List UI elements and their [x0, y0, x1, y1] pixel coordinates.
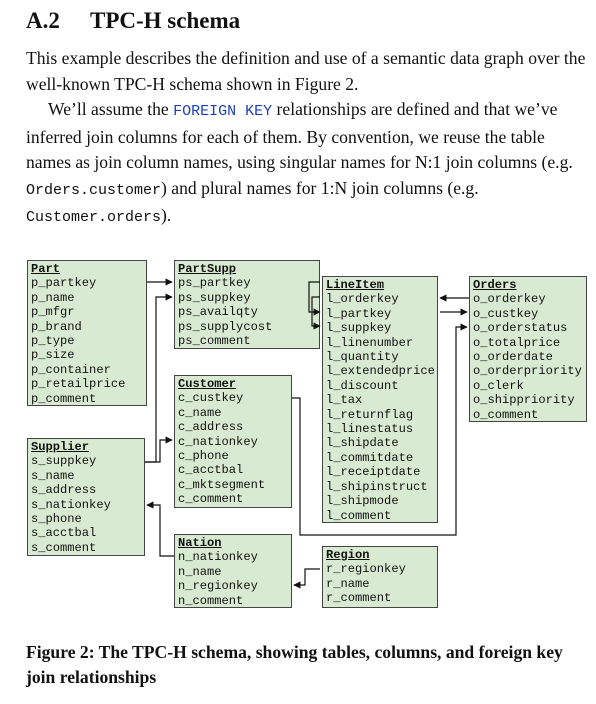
- column-orders-4: o_orderdate: [473, 350, 553, 365]
- table-name-customer: Customer: [178, 377, 237, 391]
- section-title: TPC-H schema: [90, 8, 241, 33]
- paragraph-2-text-1: We’ll assume the: [48, 99, 174, 119]
- column-supplier-1: s_name: [31, 468, 75, 483]
- column-part-7: p_retailprice: [31, 377, 126, 392]
- column-supplier-2: s_address: [31, 483, 97, 498]
- column-lineitem-11: l_commitdate: [326, 450, 414, 465]
- link-customer-orders: [292, 327, 467, 535]
- paragraph-1: This example describes the definition and use of a semantic data graph over the well-known TPC-H schema shown in Figure 2.: [26, 48, 586, 94]
- column-orders-1: o_custkey: [473, 306, 539, 321]
- column-customer-4: c_phone: [178, 449, 229, 464]
- column-part-4: p_type: [31, 334, 75, 349]
- column-lineitem-13: l_shipinstruct: [326, 479, 428, 494]
- column-customer-2: c_address: [178, 420, 244, 435]
- column-lineitem-5: l_extendedprice: [326, 364, 435, 379]
- column-part-6: p_container: [31, 362, 111, 377]
- table-name-part: Part: [31, 262, 61, 276]
- link-supplier-partsupp: [145, 297, 172, 462]
- column-lineitem-4: l_quantity: [326, 350, 399, 365]
- column-customer-7: c_comment: [178, 492, 244, 507]
- column-customer-1: c_name: [178, 405, 222, 420]
- column-nation-0: n_nationkey: [178, 550, 258, 565]
- column-lineitem-0: l_orderkey: [326, 292, 399, 307]
- column-orders-6: o_clerk: [473, 378, 524, 393]
- section-number: A.2: [26, 8, 60, 33]
- column-lineitem-2: l_suppkey: [326, 321, 392, 336]
- column-part-3: p_brand: [31, 319, 82, 334]
- column-partsupp-2: ps_availqty: [178, 305, 258, 320]
- column-supplier-3: s_nationkey: [31, 497, 111, 512]
- column-lineitem-6: l_discount: [326, 378, 399, 393]
- column-orders-7: o_shippriority: [473, 393, 575, 408]
- column-supplier-0: s_suppkey: [31, 454, 97, 469]
- column-nation-2: n_regionkey: [178, 579, 258, 594]
- figure-caption: Figure 2: The TPC-H schema, showing tables, columns, and foreign key join relationships: [26, 642, 563, 687]
- table-name-supplier: Supplier: [31, 440, 90, 454]
- column-orders-3: o_totalprice: [473, 335, 561, 350]
- paragraph-2-text-3: ) and plural names for 1:N join columns (e.g.: [161, 177, 479, 198]
- column-partsupp-4: ps_comment: [178, 334, 251, 349]
- column-partsupp-0: ps_partkey: [178, 276, 251, 291]
- code-orders-customer: Orders.customer: [26, 181, 162, 199]
- column-lineitem-12: l_receiptdate: [326, 465, 421, 480]
- column-supplier-5: s_acctbal: [31, 526, 97, 541]
- column-orders-8: o_comment: [473, 407, 539, 422]
- column-supplier-6: s_comment: [31, 540, 97, 555]
- column-partsupp-3: ps_supplycost: [178, 319, 273, 334]
- link-nation-supplier: [147, 505, 174, 556]
- column-part-8: p_comment: [31, 391, 97, 406]
- column-orders-0: o_orderkey: [473, 292, 546, 307]
- column-partsupp-1: ps_suppkey: [178, 290, 251, 305]
- column-customer-6: c_mktsegment: [178, 477, 266, 492]
- column-lineitem-9: l_linestatus: [326, 422, 414, 437]
- column-part-1: p_name: [31, 290, 75, 305]
- paragraph-2-text-4: ).: [161, 205, 172, 225]
- table-name-partsupp: PartSupp: [178, 262, 237, 276]
- table-name-region: Region: [326, 548, 370, 562]
- paragraph-2-text-2: relationships are defined and that we’ve inferred join columns for each of them. By convention, we reuse the table names as join column names, using singular names for N:1 join columns (e.g.: [26, 99, 573, 172]
- link-supplier-customer: [145, 440, 172, 462]
- column-customer-3: c_nationkey: [178, 434, 258, 449]
- column-orders-2: o_orderstatus: [473, 321, 568, 336]
- link-region-nation: [294, 569, 320, 585]
- column-lineitem-1: l_partkey: [326, 306, 392, 321]
- column-lineitem-10: l_shipdate: [326, 436, 399, 451]
- column-region-0: r_regionkey: [326, 562, 406, 577]
- code-customer-orders: Customer.orders: [26, 209, 162, 226]
- column-part-2: p_mfgr: [31, 305, 75, 320]
- table-name-orders: Orders: [473, 278, 517, 292]
- column-part-5: p_size: [31, 348, 75, 363]
- column-customer-5: c_acctbal: [178, 463, 244, 478]
- column-region-1: r_name: [326, 576, 370, 591]
- table-name-lineitem: LineItem: [326, 278, 385, 292]
- column-region-2: r_comment: [326, 591, 392, 606]
- column-lineitem-15: l_comment: [326, 508, 392, 523]
- column-nation-3: n_comment: [178, 593, 244, 608]
- column-lineitem-14: l_shipmode: [326, 494, 399, 509]
- table-name-nation: Nation: [178, 536, 222, 550]
- column-nation-1: n_name: [178, 564, 222, 579]
- code-foreign-key: FOREIGN KEY: [173, 103, 273, 120]
- column-lineitem-8: l_returnflag: [326, 407, 414, 422]
- column-lineitem-7: l_tax: [326, 393, 363, 408]
- column-supplier-4: s_phone: [31, 512, 82, 527]
- column-part-0: p_partkey: [31, 276, 97, 291]
- column-orders-5: o_orderpriority: [473, 364, 582, 379]
- column-lineitem-3: l_linenumber: [326, 335, 414, 350]
- column-customer-0: c_custkey: [178, 391, 244, 406]
